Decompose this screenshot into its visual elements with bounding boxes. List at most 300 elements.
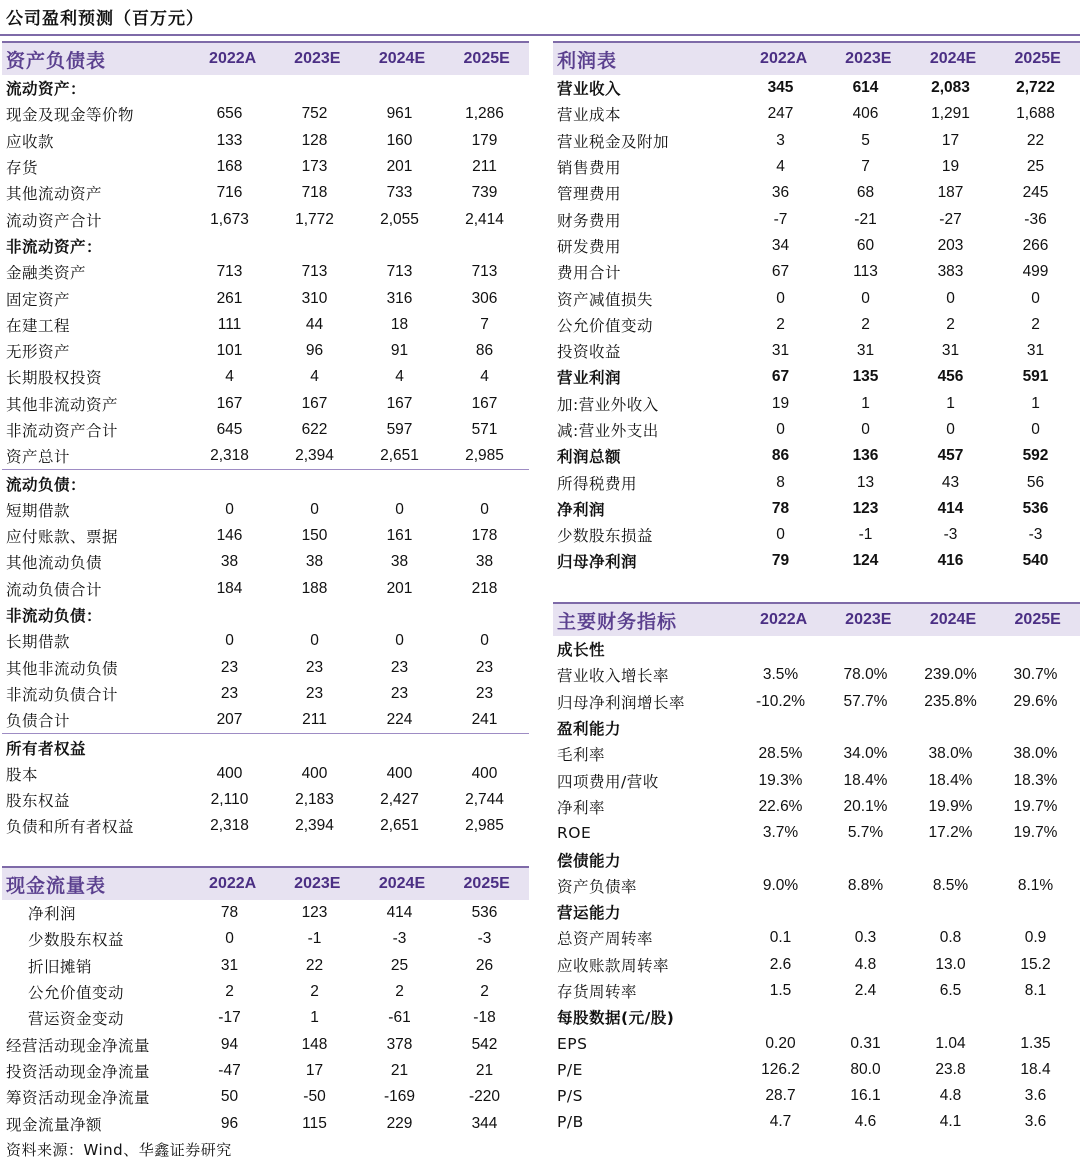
cell-value: 0 xyxy=(395,500,404,518)
row-label: 财务费用 xyxy=(557,211,622,230)
cell-value: 2,651 xyxy=(380,447,419,465)
cell-value: 0 xyxy=(776,289,785,307)
cell-value: 2 xyxy=(395,983,404,1001)
cell-value: 400 xyxy=(301,764,328,782)
table-row xyxy=(553,285,1080,311)
table-row xyxy=(2,312,529,338)
cell-value: -169 xyxy=(383,1088,416,1106)
cell-value: 86 xyxy=(771,447,790,465)
cell-value: 207 xyxy=(216,711,243,729)
cell-value: 0 xyxy=(395,632,404,650)
table-row xyxy=(2,180,529,206)
cell-value: -27 xyxy=(939,210,962,228)
cell-value: 3.5% xyxy=(762,666,799,684)
cell-value: 19 xyxy=(941,158,960,176)
cell-value: 0.1 xyxy=(769,929,792,947)
row-label: P/E xyxy=(557,1060,583,1079)
cell-value: 34.0% xyxy=(843,745,888,763)
row-label: 净利润 xyxy=(28,905,77,924)
cell-value: 79 xyxy=(771,552,790,570)
cell-value: 148 xyxy=(301,1035,328,1053)
cell-value: 44 xyxy=(305,315,324,333)
row-label: 少数股东权益 xyxy=(28,931,125,950)
cell-value: 50 xyxy=(220,1088,239,1106)
cell-value: 2,394 xyxy=(295,817,334,835)
cell-value: 19.7% xyxy=(1013,797,1058,815)
cell-value: 126.2 xyxy=(761,1060,800,1078)
cell-value: 739 xyxy=(471,184,498,202)
cell-value: 203 xyxy=(937,236,964,254)
table-row xyxy=(553,259,1080,285)
table-title: 资产负债表 xyxy=(6,49,107,72)
cell-value: 25 xyxy=(1026,158,1045,176)
year-header: 2023E xyxy=(294,875,341,892)
cell-value: 22 xyxy=(1026,131,1045,149)
table-row xyxy=(553,75,1080,101)
cell-value: 2,318 xyxy=(210,817,249,835)
cell-value: 8 xyxy=(776,473,785,491)
cell-value: 22.6% xyxy=(758,797,803,815)
cell-value: 18 xyxy=(390,315,409,333)
cell-value: -61 xyxy=(388,1009,411,1027)
year-header: 2025E xyxy=(463,50,510,67)
table-row xyxy=(2,681,529,707)
cell-value: 2 xyxy=(861,315,870,333)
cell-value: 23 xyxy=(305,684,324,702)
year-header: 2022A xyxy=(209,875,257,892)
cell-value: 414 xyxy=(937,499,964,517)
year-header: 2023E xyxy=(845,50,892,67)
table-row xyxy=(553,925,1080,951)
cell-value: 218 xyxy=(471,579,498,597)
cell-value: 29.6% xyxy=(1013,692,1058,710)
cell-value: 36 xyxy=(771,184,790,202)
cell-value: 23 xyxy=(305,658,324,676)
row-label: 股本 xyxy=(6,765,39,784)
row-label: ROE xyxy=(557,824,592,843)
cell-value: 378 xyxy=(386,1035,413,1053)
table-row xyxy=(553,794,1080,820)
row-label: 存货周转率 xyxy=(557,983,638,1001)
year-header: 2024E xyxy=(378,50,426,67)
cell-value: 400 xyxy=(386,764,413,782)
page-title: 公司盈利预测（百万元） xyxy=(6,9,204,29)
cell-value: 80.0 xyxy=(850,1060,881,1078)
cell-value: 235.8% xyxy=(924,692,977,710)
cell-value: 2,083 xyxy=(931,79,970,97)
cell-value: 124 xyxy=(852,552,879,570)
row-label: 非流动负债合计 xyxy=(6,685,119,704)
cell-value: 19.3% xyxy=(758,771,803,789)
table-row xyxy=(553,741,1080,767)
cell-value: 5.7% xyxy=(847,824,884,842)
row-label: 营运能力 xyxy=(557,904,622,923)
row-label: 流动资产合计 xyxy=(6,211,103,230)
cell-value: 345 xyxy=(767,79,794,97)
cell-value: -3 xyxy=(392,930,407,948)
cell-value: 25 xyxy=(390,956,409,974)
cell-value: 34 xyxy=(771,236,790,254)
year-header: 2025E xyxy=(1014,611,1061,628)
cell-value: -3 xyxy=(1028,526,1043,544)
cell-value: 38.0% xyxy=(1013,745,1058,763)
table-row xyxy=(2,576,529,602)
cell-value: 57.7% xyxy=(843,692,888,710)
cell-value: 0 xyxy=(861,289,870,307)
cell-value: 179 xyxy=(471,131,498,149)
table-row xyxy=(2,1005,529,1031)
cell-value: 5 xyxy=(861,131,870,149)
cell-value: 536 xyxy=(471,904,498,922)
cell-value: 456 xyxy=(937,368,964,386)
row-label: 经营活动现金净流量 xyxy=(6,1036,151,1055)
cell-value: 622 xyxy=(301,421,328,438)
row-label: 研发费用 xyxy=(557,237,622,256)
cell-value: 8.8% xyxy=(847,876,884,894)
cell-value: 1,286 xyxy=(465,105,504,123)
cell-value: 101 xyxy=(216,342,243,360)
cell-value: 241 xyxy=(471,711,498,729)
cell-value: 150 xyxy=(301,527,328,545)
row-label: 毛利率 xyxy=(557,746,606,765)
cell-value: 26 xyxy=(475,956,494,974)
cell-value: 56 xyxy=(1026,473,1045,491)
row-label: 投资活动现金净流量 xyxy=(6,1062,151,1081)
cell-value: 86 xyxy=(475,342,494,360)
year-header: 2022A xyxy=(760,611,808,628)
cell-value: 0 xyxy=(310,500,319,518)
cell-value: 23 xyxy=(390,684,409,702)
row-label: 负债和所有者权益 xyxy=(6,818,135,837)
cell-value: 344 xyxy=(471,1114,498,1132)
table-row xyxy=(2,787,529,813)
cell-value: -18 xyxy=(473,1009,496,1027)
cell-value: 23 xyxy=(220,684,239,702)
cell-value: 2 xyxy=(946,315,955,333)
table-row xyxy=(553,1057,1080,1083)
cell-value: 38 xyxy=(475,553,494,571)
cell-value: 0 xyxy=(946,421,955,438)
row-label: 流动负债： xyxy=(6,475,87,494)
cell-value: 1 xyxy=(946,394,955,412)
table-row xyxy=(2,953,529,979)
row-label: 其他非流动资产 xyxy=(6,395,119,414)
row-label: 筹资活动现金净流量 xyxy=(6,1089,151,1108)
cell-value: 67 xyxy=(771,263,790,281)
cell-value: 201 xyxy=(386,158,413,176)
cell-value: 0 xyxy=(225,500,234,518)
section-row xyxy=(2,734,529,760)
cell-value: 245 xyxy=(1022,184,1049,202)
row-label: 资产总计 xyxy=(6,448,71,467)
cell-value: 211 xyxy=(302,711,327,729)
section-row xyxy=(553,899,1080,925)
table-header xyxy=(2,41,529,75)
table-header xyxy=(2,866,529,900)
table-row xyxy=(553,978,1080,1004)
title-rule xyxy=(0,34,1080,36)
row-label: 在建工程 xyxy=(6,316,71,335)
cell-value: 261 xyxy=(216,289,243,307)
cell-value: 31 xyxy=(856,342,875,360)
section-row xyxy=(2,75,529,101)
table-row xyxy=(2,154,529,180)
table-row xyxy=(553,820,1080,846)
cell-value: 128 xyxy=(301,131,328,149)
table-title: 主要财务指标 xyxy=(557,610,678,633)
row-label: 应付账款、票据 xyxy=(6,528,119,547)
cell-value: 0 xyxy=(776,526,785,544)
cell-value: 13 xyxy=(856,473,875,491)
table-row xyxy=(2,1031,529,1057)
cell-value: 38 xyxy=(220,553,239,571)
row-label: P/S xyxy=(557,1087,583,1106)
row-label: 存货 xyxy=(6,159,39,178)
table-row xyxy=(2,364,529,390)
cell-value: 1 xyxy=(1031,394,1040,412)
cell-value: 224 xyxy=(386,711,413,729)
cell-value: 400 xyxy=(216,764,243,782)
cell-value: 1 xyxy=(310,1009,319,1027)
cell-value: 2,985 xyxy=(465,447,504,465)
cell-value: 6.5 xyxy=(939,982,962,999)
section-row xyxy=(553,1004,1080,1030)
cell-value: -10.2% xyxy=(755,692,806,710)
cell-value: 18.4% xyxy=(843,771,888,789)
cell-value: 4.8 xyxy=(854,955,877,973)
section-row xyxy=(553,636,1080,662)
cell-value: 1,291 xyxy=(931,105,970,123)
cell-value: 30.7% xyxy=(1013,666,1058,684)
cell-value: 3.6 xyxy=(1024,1113,1047,1131)
cell-value: 2,318 xyxy=(210,447,249,465)
row-label: 应收款 xyxy=(6,132,55,151)
cell-value: 0.31 xyxy=(850,1034,881,1052)
cell-value: 542 xyxy=(471,1035,498,1053)
cell-value: 23 xyxy=(220,658,239,676)
cell-value: 713 xyxy=(301,263,328,281)
table-row xyxy=(553,338,1080,364)
cell-value: 7 xyxy=(861,158,870,176)
cell-value: 2,722 xyxy=(1016,79,1055,97)
year-header: 2022A xyxy=(209,50,257,67)
cell-value: 1.04 xyxy=(935,1034,966,1052)
row-label: 营业税金及附加 xyxy=(557,132,670,151)
cell-value: 28.7 xyxy=(765,1087,796,1105)
cell-value: 414 xyxy=(386,904,413,922)
cell-value: 718 xyxy=(301,184,328,202)
cell-value: 4 xyxy=(225,368,234,386)
row-label: 非流动资产： xyxy=(6,237,103,256)
row-label: P/B xyxy=(557,1113,584,1132)
row-label: 净利率 xyxy=(557,798,606,817)
cell-value: 168 xyxy=(216,158,243,176)
cell-value: 4 xyxy=(480,368,489,386)
cell-value: 78 xyxy=(771,499,790,517)
year-header: 2025E xyxy=(1014,50,1061,67)
row-label: 短期借款 xyxy=(6,501,71,520)
table-row xyxy=(2,628,529,654)
table-row xyxy=(553,101,1080,127)
table-row xyxy=(2,338,529,364)
cell-value: 60 xyxy=(856,236,875,254)
cell-value: 0.3 xyxy=(854,929,877,947)
row-label: 减:营业外支出 xyxy=(557,422,659,440)
row-label: 现金及现金等价物 xyxy=(6,106,135,125)
row-label: 偿债能力 xyxy=(557,851,622,870)
cell-value: -7 xyxy=(773,210,788,228)
cell-value: 68 xyxy=(856,184,875,202)
cell-value: 67 xyxy=(771,368,790,386)
row-label: 营业收入增长率 xyxy=(557,667,670,686)
row-label: 应收账款周转率 xyxy=(557,956,670,975)
cell-value: 0 xyxy=(480,500,489,518)
cell-value: 4.1 xyxy=(939,1113,962,1131)
cell-value: 406 xyxy=(852,105,879,123)
table-row xyxy=(2,926,529,952)
cell-value: 31 xyxy=(941,342,960,360)
cell-value: -1 xyxy=(858,526,873,544)
cell-value: 752 xyxy=(301,105,328,123)
cell-value: 17 xyxy=(941,131,960,149)
cell-value: 21 xyxy=(475,1061,494,1079)
cell-value: 31 xyxy=(1026,342,1045,360)
table-row xyxy=(2,523,529,549)
row-label: 其他流动负债 xyxy=(6,554,103,573)
cell-value: 4 xyxy=(310,368,319,386)
cell-value: -50 xyxy=(303,1088,326,1106)
cell-value: 383 xyxy=(937,263,964,281)
row-label: 其他流动资产 xyxy=(6,185,103,204)
cell-value: 19.9% xyxy=(928,797,973,815)
row-label: 折旧摊销 xyxy=(28,957,93,976)
cell-value: 614 xyxy=(852,79,879,97)
cell-value: 91 xyxy=(390,342,409,360)
cell-value: 111 xyxy=(217,315,242,333)
table-row xyxy=(553,469,1080,495)
table-row xyxy=(553,364,1080,390)
row-label: 归母净利润增长率 xyxy=(557,693,686,712)
cell-value: 540 xyxy=(1022,552,1049,570)
table-row xyxy=(2,417,529,443)
cell-value: 416 xyxy=(937,552,964,570)
cell-value: 713 xyxy=(471,263,498,281)
row-label: 股东权益 xyxy=(6,792,71,811)
row-label: 销售费用 xyxy=(557,159,622,178)
cell-value: 43 xyxy=(941,473,960,491)
cell-value: 146 xyxy=(216,527,243,545)
cell-value: 38.0% xyxy=(928,745,973,763)
cell-value: 8.1% xyxy=(1017,876,1054,894)
section-row xyxy=(553,846,1080,872)
cell-value: 187 xyxy=(937,184,964,202)
row-label: 利润总额 xyxy=(557,448,622,467)
cell-value: 2 xyxy=(225,983,234,1001)
cell-value: 266 xyxy=(1022,236,1049,254)
row-label: 营业收入 xyxy=(557,80,622,99)
row-label: EPS xyxy=(557,1034,588,1053)
table-row xyxy=(553,1030,1080,1056)
cell-value: 1.5 xyxy=(769,982,792,999)
cell-value: 0.9 xyxy=(1024,929,1047,947)
cell-value: 4 xyxy=(776,158,785,176)
cell-value: 0.8 xyxy=(939,929,962,947)
cell-value: 733 xyxy=(386,184,413,202)
cell-value: 2,394 xyxy=(295,447,334,465)
cell-value: 19 xyxy=(771,394,790,412)
table-row xyxy=(2,813,529,839)
cell-value: 713 xyxy=(386,263,413,281)
row-label: 营业利润 xyxy=(557,369,622,388)
cell-value: 310 xyxy=(301,289,328,307)
cell-value: 78.0% xyxy=(843,666,888,684)
table-row xyxy=(2,497,529,523)
year-header: 2022A xyxy=(760,50,808,67)
table-row xyxy=(553,1083,1080,1109)
year-header: 2024E xyxy=(378,875,426,892)
cell-value: 18.4 xyxy=(1020,1060,1051,1078)
row-label: 投资收益 xyxy=(557,343,622,362)
cell-value: 536 xyxy=(1022,499,1049,517)
cell-value: 0 xyxy=(310,632,319,650)
cell-value: 23 xyxy=(475,658,494,676)
table-row xyxy=(2,285,529,311)
key-ratios-table xyxy=(553,602,1080,1136)
cell-value: 0 xyxy=(1031,289,1040,307)
row-label: 成长性 xyxy=(557,641,606,660)
cell-value: 17 xyxy=(305,1061,324,1079)
cell-value: 115 xyxy=(302,1114,327,1132)
row-label: 少数股东损益 xyxy=(557,527,654,546)
table-row xyxy=(553,154,1080,180)
table-row xyxy=(2,128,529,154)
table-row xyxy=(2,1110,529,1136)
row-label: 其他非流动负债 xyxy=(6,659,119,678)
cell-value: 167 xyxy=(216,394,243,412)
section-row xyxy=(553,715,1080,741)
cell-value: 8.1 xyxy=(1024,982,1047,999)
cell-value: 716 xyxy=(216,184,243,202)
table-row xyxy=(2,1058,529,1084)
cell-value: 1.35 xyxy=(1020,1034,1051,1052)
table-row xyxy=(553,233,1080,259)
cell-value: 173 xyxy=(301,158,328,176)
cell-value: -47 xyxy=(218,1061,241,1079)
cell-value: -21 xyxy=(854,210,877,228)
cell-value: 247 xyxy=(767,105,794,123)
table-row xyxy=(2,761,529,787)
cell-value: -1 xyxy=(307,930,322,948)
cell-value: 1,688 xyxy=(1016,105,1055,123)
table-row xyxy=(2,101,529,127)
cell-value: 229 xyxy=(386,1114,413,1132)
cell-value: 167 xyxy=(471,394,498,412)
cell-value: 4.7 xyxy=(769,1113,792,1131)
table-row xyxy=(553,180,1080,206)
cell-value: -220 xyxy=(468,1088,501,1106)
year-header: 2023E xyxy=(294,50,341,67)
cash-flow-table xyxy=(2,866,529,1137)
row-label: 营业成本 xyxy=(557,106,622,125)
row-label: 固定资产 xyxy=(6,290,71,309)
cell-value: 23 xyxy=(475,684,494,702)
cell-value: 78 xyxy=(220,904,239,922)
cell-value: 713 xyxy=(216,263,243,281)
table-row xyxy=(2,259,529,285)
cell-value: 499 xyxy=(1022,263,1049,281)
source-note: 资料来源：Wind、华鑫证券研究 xyxy=(6,1141,232,1159)
cell-value: 0 xyxy=(480,632,489,650)
